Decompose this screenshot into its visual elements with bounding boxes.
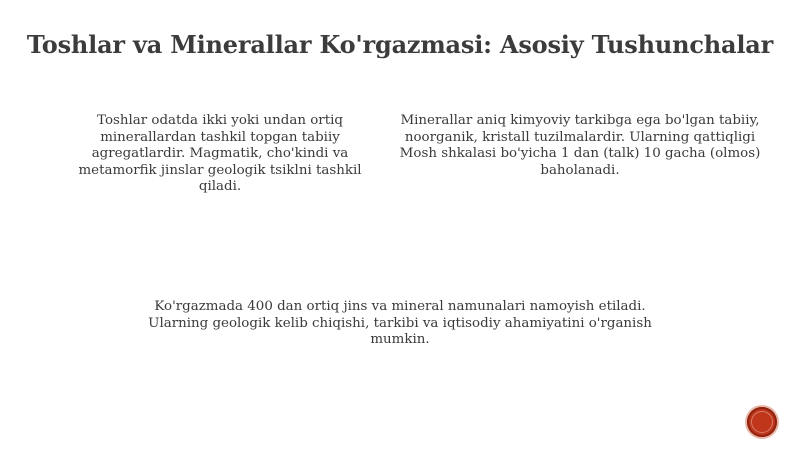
slide-title: Toshlar va Minerallar Ko'rgazmasi: Asosiy Tushunchalar [26,30,774,59]
left-column-text: Toshlar odatda ikki yoki undan ortiq minerallardan tashkil topgan tabiiy agregatlardir. Magmatik, cho'kindi va metamorfik jinslar geologik tsiklni tashkil qiladi. [78,113,362,195]
circle-nav-icon[interactable] [747,407,777,437]
bottom-text: Ko'rgazmada 400 dan ortiq jins va mineral namunalari namoyish etiladi. Ularning geologik kelib chiqishi, tarkibi va iqtisodiy ahamiyatini o'rganish mumkin. [148,299,652,348]
right-column-text: Minerallar aniq kimyoviy tarkibga ega bo'lgan tabiiy, noorganik, kristall tuzilmalardir. Ularning qattiqligi Mosh shkalasi bo'yicha 1 dan (talk) 10 gacha (olmos) baholanadi. [399,113,761,178]
